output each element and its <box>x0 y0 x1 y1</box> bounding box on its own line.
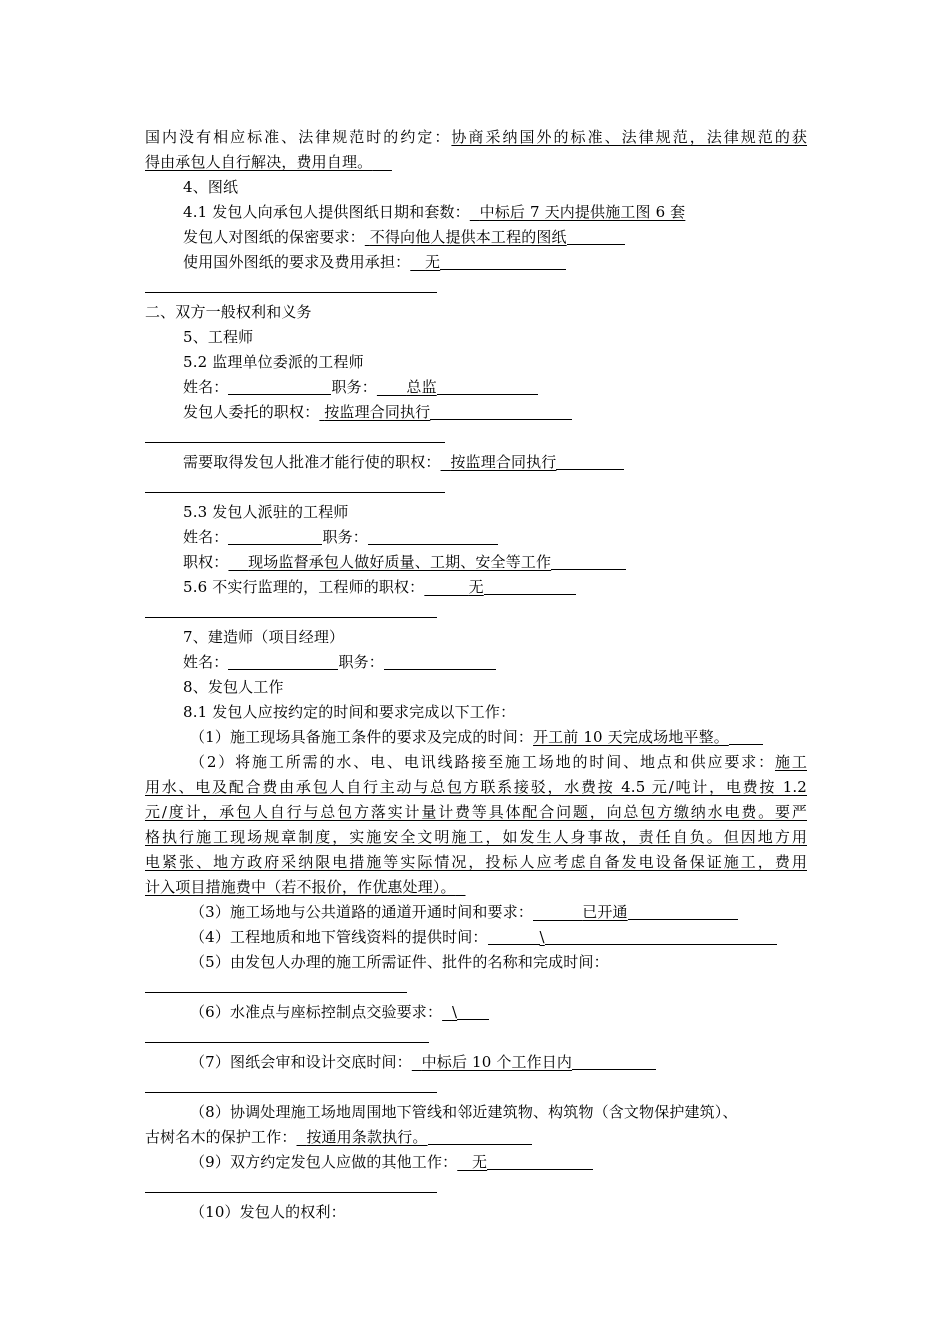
item-7-label: （7）图纸会审和设计交底时间： <box>190 1053 412 1071</box>
heading-engineer: 5、工程师 <box>183 328 254 346</box>
standards-label: 国内没有相应标准、法律规范时的约定： <box>145 128 452 146</box>
engineer-name-duty-line <box>183 375 538 400</box>
item-7-line <box>190 1050 656 1075</box>
item-7-value: 中标后 10 个工作日内 <box>421 1053 573 1071</box>
item-4-line <box>190 925 777 950</box>
item-1-label: （1）施工现场具备施工条件的要求及完成的时间： <box>190 728 533 746</box>
foreign-label: 使用国外图纸的要求及费用承担： <box>183 253 411 271</box>
no-supervision-value: 无 <box>468 578 484 596</box>
item-2-line-2: 用水、电及配合费由承包人自行主动与总包方联系接驳，水费按 4.5 元/吨计，电费按 1.2 <box>145 778 807 796</box>
item-6-label: （6）水准点与座标控制点交验要求： <box>190 1003 443 1021</box>
power-value: 现场监督承包人做好质量、工期、安全等工作 <box>248 553 552 571</box>
item-3-value: 已开通 <box>582 903 628 921</box>
blank-rule <box>145 442 445 443</box>
approval-value: 按监理合同执行 <box>450 453 557 471</box>
duty-label: 职务： <box>331 378 377 396</box>
blank-rule <box>145 492 445 493</box>
blank-rule <box>145 1192 437 1193</box>
section-2-heading: 二、双方一般权利和义务 <box>145 303 312 321</box>
subheading-8-1: 8.1 发包人应按约定的时间和要求完成以下工作： <box>183 703 516 721</box>
blank-rule <box>145 1042 429 1043</box>
item-2-value-end: 计入项目措施费中（若不报价，作优惠处理）。 <box>145 878 456 896</box>
item-5-line: （5）由发包人办理的施工所需证件、批件的名称和完成时间： <box>190 953 609 971</box>
delegated-authority-line <box>183 400 572 425</box>
item-2-value: 施工 <box>774 753 807 771</box>
name-label: 姓名： <box>183 653 229 671</box>
no-supervision-line <box>183 575 576 600</box>
drawings-secrecy-line <box>183 225 625 250</box>
item-8-line-2 <box>145 1125 532 1150</box>
item-9-value: 无 <box>472 1153 488 1171</box>
drawings-date-value: 中标后 7 天内提供施工图 6 套 <box>479 203 686 221</box>
item-3-line <box>190 900 738 925</box>
standards-line-1 <box>145 125 807 150</box>
resident-engineer-line <box>183 525 498 550</box>
authority-label: 发包人委托的职权： <box>183 403 320 421</box>
item-6-value: \ <box>451 1003 458 1021</box>
item-2-line-3: 元/度计，承包人自行与总包方落实计量计费等具体配合问题，向总包方缴纳水电费。要严 <box>145 803 807 821</box>
item-4-label: （4）工程地质和地下管线资料的提供时间： <box>190 928 488 946</box>
duty-label: 职务： <box>338 653 384 671</box>
resident-power-line <box>183 550 626 575</box>
drawings-date-line <box>183 200 685 225</box>
standards-line-2 <box>145 150 392 175</box>
blank-rule <box>145 617 437 618</box>
drawings-date-label: 4.1 发包人向承包人提供图纸日期和套数： <box>183 203 470 221</box>
item-3-label: （3）施工场地与公共道路的通道开通时间和要求： <box>190 903 533 921</box>
heading-drawings: 4、图纸 <box>183 178 239 196</box>
approval-authority-line <box>183 450 624 475</box>
name-label: 姓名： <box>183 378 229 396</box>
item-2-line-6 <box>145 875 466 900</box>
item-1-value: 开工前 10 天完成场地平整。 <box>533 728 729 746</box>
blank-rule <box>145 992 407 993</box>
item-8-value: 按通用条款执行。 <box>306 1128 428 1146</box>
item-8-label: 古树名木的保护工作： <box>145 1128 297 1146</box>
standards-value: 协商采纳国外的标准、法律规范，法律规范的获 <box>451 128 808 146</box>
item-2-line-1 <box>190 750 807 775</box>
constructor-name-duty-line <box>183 650 496 675</box>
item-9-label: （9）双方约定发包人应做的其他工作： <box>190 1153 458 1171</box>
authority-value: 按监理合同执行 <box>324 403 431 421</box>
item-10-line: （10）发包人的权利： <box>190 1203 346 1221</box>
item-6-line <box>190 1000 489 1025</box>
secrecy-label: 发包人对图纸的保密要求： <box>183 228 365 246</box>
standards-value-cont: 得由承包人自行解决，费用自理。 <box>145 153 373 171</box>
item-9-line <box>190 1150 593 1175</box>
secrecy-value: 不得向他人提供本工程的图纸 <box>369 228 567 246</box>
name-label: 姓名： <box>183 528 229 546</box>
subheading-5-2: 5.2 监理单位委派的工程师 <box>183 353 364 371</box>
item-4-value: \ <box>539 928 545 946</box>
blank-rule <box>145 292 437 293</box>
blank-rule <box>145 1092 437 1093</box>
item-2-label: （2）将施工所需的水、电、电讯线路接至施工场地的时间、地点和供应要求： <box>190 753 775 771</box>
subheading-5-3: 5.3 发包人派驻的工程师 <box>183 503 349 521</box>
no-supervision-label: 5.6 不实行监理的，工程师的职权： <box>183 578 425 596</box>
item-2-line-4: 格执行施工现场规章制度，实施安全文明施工，如发生人身事故，责任自负。但因地方用 <box>145 828 807 846</box>
item-2-line-5: 电紧张、地方政府采纳限电措施等实际情况，投标人应考虑自备发电设备保证施工，费用 <box>145 853 807 871</box>
foreign-drawings-line <box>183 250 566 275</box>
item-1-line <box>190 725 763 750</box>
foreign-value: 无 <box>425 253 441 271</box>
item-8-line-1: （8）协调处理施工场地周围地下管线和邻近建筑物、构筑物（含文物保护建筑）、 <box>190 1103 738 1121</box>
heading-constructor: 7、建造师（项目经理） <box>183 628 345 646</box>
power-label: 职权： <box>183 553 229 571</box>
approval-label: 需要取得发包人批准才能行使的职权： <box>183 453 441 471</box>
duty-label: 职务： <box>322 528 368 546</box>
heading-employer-work: 8、发包人工作 <box>183 678 284 696</box>
duty-value: 总监 <box>406 378 437 396</box>
